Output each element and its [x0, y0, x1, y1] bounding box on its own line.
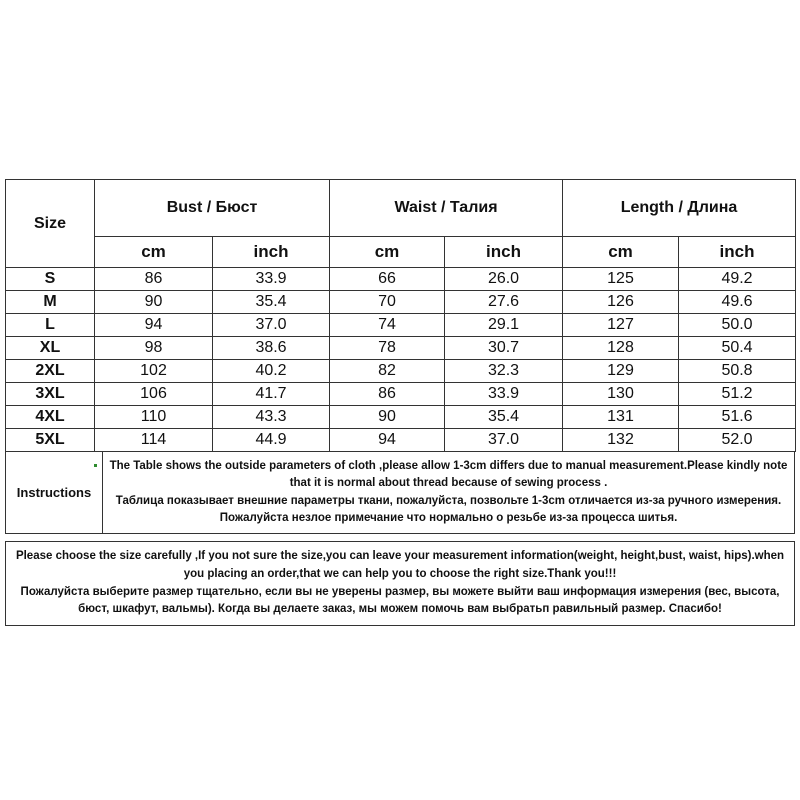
unit-header: inch — [445, 237, 563, 268]
table-cell-length-cm: 129 — [563, 360, 679, 383]
table-cell-bust-cm: 90 — [95, 291, 213, 314]
table-cell-waist-cm: 82 — [330, 360, 445, 383]
table-cell-waist-cm: 74 — [330, 314, 445, 337]
table-cell-bust-cm: 110 — [95, 406, 213, 429]
instructions-text-ru: Таблица показывает внешние параметры ткани, пожалуйста, позвольте 1-3cm отличается из-за ручного измерения. Пожалуйста незлое примечание что нормально о резьбе из-за процесса шитья. — [115, 494, 782, 524]
table-cell-bust-cm: 86 — [95, 268, 213, 291]
waist-header: Waist / Талия — [330, 180, 563, 237]
table-cell-length-inch: 50.0 — [679, 314, 796, 337]
table-cell-length-cm: 130 — [563, 383, 679, 406]
table-cell-bust-cm: 98 — [95, 337, 213, 360]
advice-text-en: Please choose the size carefully ,If you not sure the size,you can leave your measurement information(weight, height,bust, waist, hips).when you placing an order,that we can help you to choose the right size.Thank you!!! — [15, 550, 785, 580]
size-advice-note — [5, 541, 795, 626]
table-row — [6, 337, 796, 360]
instructions-text — [103, 452, 795, 534]
bust-header: Bust / Бюст — [95, 180, 330, 237]
table-cell-length-cm: 126 — [563, 291, 679, 314]
instructions-table — [5, 452, 795, 534]
size-header: Size — [6, 180, 95, 268]
table-cell-bust-inch: 43.3 — [213, 406, 330, 429]
table-cell-bust-inch: 33.9 — [213, 268, 330, 291]
table-cell-bust-inch: 41.7 — [213, 383, 330, 406]
size-label: XL — [6, 337, 95, 360]
table-cell-bust-inch: 38.6 — [213, 337, 330, 360]
size-label: 5XL — [6, 429, 95, 452]
table-cell-length-cm: 127 — [563, 314, 679, 337]
table-cell-waist-inch: 37.0 — [445, 429, 563, 452]
unit-header: cm — [330, 237, 445, 268]
table-cell-waist-cm: 78 — [330, 337, 445, 360]
table-cell-waist-inch: 30.7 — [445, 337, 563, 360]
table-cell-length-inch: 49.6 — [679, 291, 796, 314]
size-label: S — [6, 268, 95, 291]
unit-header: inch — [679, 237, 796, 268]
table-cell-waist-cm: 66 — [330, 268, 445, 291]
table-cell-waist-inch: 32.3 — [445, 360, 563, 383]
table-cell-bust-cm: 106 — [95, 383, 213, 406]
table-cell-waist-inch: 26.0 — [445, 268, 563, 291]
size-label: 4XL — [6, 406, 95, 429]
size-label: L — [6, 314, 95, 337]
green-dot-mark — [94, 464, 97, 467]
table-row — [6, 406, 796, 429]
table-cell-waist-inch: 33.9 — [445, 383, 563, 406]
length-header: Length / Длина — [563, 180, 796, 237]
table-cell-length-cm: 125 — [563, 268, 679, 291]
table-cell-length-inch: 51.2 — [679, 383, 796, 406]
table-cell-waist-inch: 35.4 — [445, 406, 563, 429]
table-row — [6, 291, 796, 314]
table-cell-waist-cm: 70 — [330, 291, 445, 314]
table-row — [6, 383, 796, 406]
table-cell-bust-inch: 40.2 — [213, 360, 330, 383]
table-cell-bust-inch: 44.9 — [213, 429, 330, 452]
size-chart — [5, 179, 795, 534]
instructions-label: Instructions — [6, 452, 103, 534]
table-cell-length-inch: 52.0 — [679, 429, 796, 452]
unit-header: inch — [213, 237, 330, 268]
table-cell-waist-inch: 29.1 — [445, 314, 563, 337]
advice-text-ru: Пожалуйста выберите размер тщательно, если вы не уверены размер, вы можете выйти ваш информация измерения (вес, высота, бюст, шкафут, вальмы). Когда вы делаете заказ, мы можем помочь вам выбратьп равильный размер. Спасибо! — [20, 585, 780, 616]
table-row — [6, 429, 796, 452]
table-cell-bust-cm: 102 — [95, 360, 213, 383]
unit-header: cm — [95, 237, 213, 268]
table-cell-length-inch: 50.8 — [679, 360, 796, 383]
table-row — [6, 314, 796, 337]
table-cell-length-inch: 51.6 — [679, 406, 796, 429]
size-label: 3XL — [6, 383, 95, 406]
table-cell-length-cm: 132 — [563, 429, 679, 452]
table-row — [6, 360, 796, 383]
table-cell-waist-cm: 90 — [330, 406, 445, 429]
table-cell-bust-inch: 35.4 — [213, 291, 330, 314]
size-label: 2XL — [6, 360, 95, 383]
unit-header-row — [6, 237, 796, 268]
table-cell-bust-inch: 37.0 — [213, 314, 330, 337]
table-cell-length-inch: 49.2 — [679, 268, 796, 291]
unit-header: cm — [563, 237, 679, 268]
table-row — [6, 268, 796, 291]
table-cell-length-inch: 50.4 — [679, 337, 796, 360]
table-cell-bust-cm: 94 — [95, 314, 213, 337]
table-cell-length-cm: 131 — [563, 406, 679, 429]
instructions-text-en: The Table shows the outside parameters of cloth ,please allow 1-3cm differs due to manual measurement.Please kindly note that it is normal about thread because of sewing process . — [109, 460, 788, 490]
table-cell-waist-cm: 94 — [330, 429, 445, 452]
size-label: M — [6, 291, 95, 314]
group-header-row — [6, 180, 796, 237]
table-cell-waist-inch: 27.6 — [445, 291, 563, 314]
table-cell-bust-cm: 114 — [95, 429, 213, 452]
size-table — [5, 179, 796, 452]
table-cell-waist-cm: 86 — [330, 383, 445, 406]
table-cell-length-cm: 128 — [563, 337, 679, 360]
